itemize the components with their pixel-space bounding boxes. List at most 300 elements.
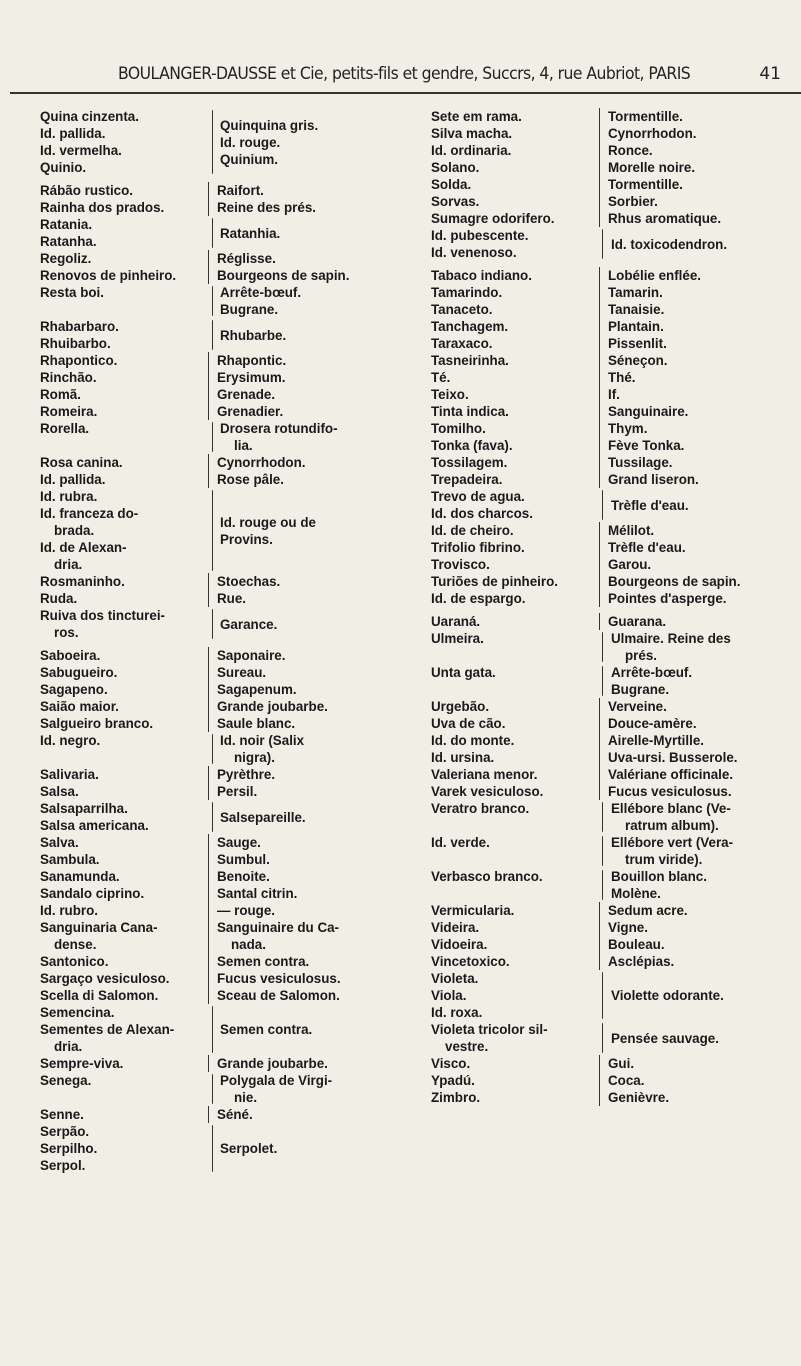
french-line: Ellébore vert (Vera-	[611, 835, 734, 850]
portuguese-term	[431, 352, 599, 369]
french-line: Id. rouge.	[220, 134, 281, 150]
french-term	[599, 664, 799, 698]
portuguese-term	[40, 732, 208, 766]
glossary-entry	[431, 1089, 799, 1106]
portuguese-term	[431, 522, 599, 539]
portuguese-line: Sambula.	[40, 852, 100, 867]
portuguese-line: Uaraná.	[431, 614, 481, 629]
portuguese-line: Ruda.	[40, 591, 78, 606]
french-line: Bugrane.	[220, 302, 279, 317]
glossary-entry	[431, 715, 799, 732]
portuguese-term	[431, 970, 599, 1021]
portuguese-term	[431, 698, 599, 715]
french-line: Thé.	[608, 370, 636, 385]
glossary-entry	[431, 386, 799, 403]
portuguese-line: Ypadú.	[431, 1073, 475, 1088]
portuguese-term	[431, 125, 599, 142]
french-line: Cynorrhodon.	[217, 455, 306, 470]
french-term	[208, 590, 375, 607]
glossary-entry	[40, 647, 375, 664]
portuguese-term	[40, 420, 208, 454]
portuguese-term	[431, 142, 599, 159]
portuguese-term	[40, 216, 208, 250]
portuguese-line: Sementes de Alexan-	[40, 1022, 175, 1037]
portuguese-term	[40, 851, 208, 868]
glossary-entry	[40, 607, 375, 641]
portuguese-line: Trepadeira.	[431, 472, 503, 487]
french-term	[208, 573, 375, 590]
french-line: Vigne.	[608, 920, 648, 935]
french-term	[599, 471, 799, 488]
french-term	[599, 437, 799, 454]
portuguese-term	[431, 301, 599, 318]
french-line: Id. rouge ou de	[220, 514, 316, 530]
french-term	[208, 732, 375, 766]
portuguese-term	[40, 488, 208, 573]
french-term	[599, 953, 799, 970]
portuguese-line: Tomilho.	[431, 421, 486, 436]
portuguese-term	[431, 630, 599, 664]
french-line: nigra).	[234, 750, 275, 765]
french-term	[599, 267, 799, 284]
portuguese-line: Salivaria.	[40, 767, 99, 782]
french-line: Mélilot.	[608, 523, 655, 538]
glossary-entry	[431, 834, 799, 868]
french-term	[208, 386, 375, 403]
french-line: Garou.	[608, 557, 652, 572]
glossary-entry	[40, 1123, 375, 1174]
portuguese-line: Visco.	[431, 1056, 471, 1071]
portuguese-term	[431, 488, 599, 522]
french-line: Lobélie enflée.	[608, 268, 702, 283]
french-term	[599, 1072, 799, 1089]
french-term	[599, 420, 799, 437]
french-term	[599, 301, 799, 318]
french-term	[208, 987, 375, 1004]
glossary-entry	[40, 970, 375, 987]
french-line: Drosera rotundifo-	[220, 421, 338, 436]
french-term	[599, 834, 799, 868]
portuguese-line: Romã.	[40, 387, 81, 402]
portuguese-line: Id. pallida.	[40, 472, 106, 487]
portuguese-line: Quinio.	[40, 160, 87, 175]
french-line: Tussilage.	[608, 455, 673, 470]
french-term	[208, 664, 375, 681]
portuguese-line: dria.	[54, 557, 83, 572]
portuguese-term	[40, 987, 208, 1004]
glossary-entry	[431, 630, 799, 664]
glossary-entry	[40, 732, 375, 766]
glossary-entry	[40, 386, 375, 403]
portuguese-line: Rorella.	[40, 421, 90, 436]
french-term	[208, 953, 375, 970]
french-line: Guarana.	[608, 614, 667, 629]
french-line: Grande joubarbe.	[217, 699, 328, 714]
french-line: trum viride).	[625, 852, 703, 867]
french-line: — rouge.	[217, 903, 276, 918]
french-term	[599, 193, 799, 210]
french-term	[599, 125, 799, 142]
french-line: Arrête-bœuf.	[611, 665, 693, 680]
portuguese-line: Violeta tricolor sil-	[431, 1022, 548, 1037]
french-term	[208, 454, 375, 471]
french-term	[599, 176, 799, 193]
french-term	[208, 1055, 375, 1072]
french-term	[599, 227, 799, 261]
portuguese-line: Violeta.	[431, 971, 479, 986]
french-term	[599, 318, 799, 335]
glossary-entry	[40, 199, 375, 216]
french-line: Bourgeons de sapin.	[608, 574, 741, 589]
portuguese-term	[40, 919, 208, 953]
glossary-entry	[40, 681, 375, 698]
portuguese-line: Turiões de pinheiro.	[431, 574, 558, 589]
french-line: Tanaisie.	[608, 302, 665, 317]
french-line: Sorbier.	[608, 194, 658, 209]
french-term	[208, 868, 375, 885]
french-term	[599, 210, 799, 227]
french-line: Asclépias.	[608, 954, 675, 969]
portuguese-line: Teixo.	[431, 387, 469, 402]
portuguese-line: Sanguinaria Cana-	[40, 920, 158, 935]
glossary-entry	[431, 868, 799, 902]
glossary-entry	[431, 352, 799, 369]
french-term	[208, 488, 375, 573]
portuguese-term	[431, 749, 599, 766]
glossary-entry	[40, 715, 375, 732]
glossary-entry	[431, 193, 799, 210]
french-line: Sureau.	[217, 665, 267, 680]
portuguese-line: Scella di Salomon.	[40, 988, 159, 1003]
glossary-entry	[40, 182, 375, 199]
french-line: ratrum album).	[625, 818, 719, 833]
portuguese-line: Id. dos charcos.	[431, 506, 533, 521]
french-line: Santal citrin.	[217, 886, 298, 901]
glossary-entry	[431, 159, 799, 176]
portuguese-line: Senne.	[40, 1107, 84, 1122]
portuguese-line: Sempre-viva.	[40, 1056, 124, 1071]
french-line: Quinium.	[220, 151, 279, 167]
french-line: Serpolet.	[220, 1141, 278, 1156]
portuguese-term	[40, 369, 208, 386]
portuguese-line: Rhapontico.	[40, 353, 118, 368]
portuguese-term	[431, 454, 599, 471]
portuguese-term	[40, 1106, 208, 1123]
glossary-entry	[431, 420, 799, 437]
french-line: If.	[608, 387, 620, 402]
glossary-entry	[431, 284, 799, 301]
portuguese-term	[40, 318, 208, 352]
glossary-entry	[431, 664, 799, 698]
portuguese-line: Saião maior.	[40, 699, 119, 714]
french-term	[599, 1089, 799, 1106]
french-line: Ratanhia.	[220, 225, 281, 241]
portuguese-term	[40, 953, 208, 970]
french-term	[208, 766, 375, 783]
portuguese-line: Quina cinzenta.	[40, 109, 139, 124]
french-term	[208, 182, 375, 199]
glossary-entry	[40, 919, 375, 953]
portuguese-line: Vermicularia.	[431, 903, 515, 918]
french-term	[599, 454, 799, 471]
glossary-entry	[431, 1055, 799, 1072]
portuguese-line: Rainha dos prados.	[40, 200, 165, 215]
portuguese-line: Resta boi.	[40, 285, 104, 300]
glossary-entry	[431, 732, 799, 749]
portuguese-line: Tonka (fava).	[431, 438, 513, 453]
header-rule	[10, 92, 801, 94]
portuguese-line: Viola.	[431, 988, 467, 1003]
portuguese-term	[431, 556, 599, 573]
portuguese-line: Ulmeira.	[431, 631, 484, 646]
glossary-entry	[431, 919, 799, 936]
portuguese-line: Verbasco branco.	[431, 869, 543, 884]
french-line: Pointes d'asperge.	[608, 591, 727, 606]
french-line: Id. noir (Salix	[220, 733, 305, 748]
french-line: Pyrèthre.	[217, 767, 276, 782]
french-line: Ulmaire. Reine des	[611, 631, 731, 646]
portuguese-term	[40, 800, 208, 834]
portuguese-term	[431, 420, 599, 437]
glossary-entry	[40, 953, 375, 970]
portuguese-term	[431, 159, 599, 176]
glossary-entry	[40, 590, 375, 607]
french-line: Benoite.	[217, 869, 270, 884]
portuguese-term	[431, 732, 599, 749]
portuguese-term	[40, 970, 208, 987]
portuguese-term	[431, 613, 599, 630]
portuguese-line: Id. franceza do-	[40, 506, 139, 521]
portuguese-term	[40, 715, 208, 732]
portuguese-line: Sumagre odorifero.	[431, 211, 555, 226]
portuguese-term	[431, 108, 599, 125]
glossary-entry	[431, 108, 799, 125]
portuguese-line: Serpol.	[40, 1158, 86, 1173]
french-line: Saponaire.	[217, 648, 286, 663]
portuguese-term	[40, 1055, 208, 1072]
portuguese-line: Renovos de pinheiro.	[40, 268, 177, 283]
french-line: Plantain.	[608, 319, 664, 334]
portuguese-line: Tasneirinha.	[431, 353, 509, 368]
french-line: Ellébore blanc (Ve-	[611, 801, 731, 816]
french-line: nada.	[231, 937, 266, 952]
french-term	[208, 1123, 375, 1174]
portuguese-line: Id. verde.	[431, 835, 490, 850]
glossary-entry	[431, 902, 799, 919]
french-term	[208, 471, 375, 488]
glossary-entry	[40, 885, 375, 902]
portuguese-term	[431, 471, 599, 488]
portuguese-line: Salva.	[40, 835, 79, 850]
portuguese-line: Salgueiro branco.	[40, 716, 154, 731]
french-line: Valériane officinale.	[608, 767, 734, 782]
portuguese-line: Unta gata.	[431, 665, 496, 680]
french-term	[599, 630, 799, 664]
portuguese-line: Tossilagem.	[431, 455, 508, 470]
portuguese-line: Zimbro.	[431, 1090, 481, 1105]
portuguese-term	[431, 1021, 599, 1055]
page-number: 41	[759, 64, 781, 84]
portuguese-line: Tinta indica.	[431, 404, 509, 419]
french-line: Pissenlit.	[608, 336, 667, 351]
french-term	[208, 420, 375, 454]
portuguese-line: Id. venenoso.	[431, 245, 517, 260]
portuguese-line: Trifolio fibrino.	[431, 540, 525, 555]
portuguese-line: Vincetoxico.	[431, 954, 510, 969]
glossary-entry	[40, 902, 375, 919]
portuguese-term	[431, 902, 599, 919]
portuguese-term	[40, 454, 208, 471]
glossary-entry	[431, 1072, 799, 1089]
portuguese-line: Tabaco indiano.	[431, 268, 532, 283]
portuguese-line: Varek vesiculoso.	[431, 784, 544, 799]
french-line: Reine des prés.	[217, 200, 316, 215]
portuguese-line: Videira.	[431, 920, 480, 935]
glossary-entry	[431, 783, 799, 800]
portuguese-line: Id. de cheiro.	[431, 523, 514, 538]
french-line: Sceau de Salomon.	[217, 988, 340, 1003]
portuguese-term	[431, 715, 599, 732]
portuguese-line: Rhabarbaro.	[40, 319, 119, 334]
portuguese-line: Id. pubescente.	[431, 228, 529, 243]
french-line: Tamarin.	[608, 285, 663, 300]
french-term	[599, 142, 799, 159]
portuguese-term	[40, 386, 208, 403]
portuguese-term	[431, 403, 599, 420]
portuguese-line: Sete em rama.	[431, 109, 522, 124]
portuguese-line: Id. rubro.	[40, 903, 99, 918]
glossary-entry	[431, 749, 799, 766]
french-term	[208, 885, 375, 902]
french-term	[599, 386, 799, 403]
portuguese-line: Urgebão.	[431, 699, 490, 714]
french-line: Bugrane.	[611, 682, 670, 697]
french-term	[599, 522, 799, 539]
portuguese-line: Id. negro.	[40, 733, 101, 748]
glossary-entry	[431, 800, 799, 834]
glossary-entry	[431, 573, 799, 590]
french-line: Sagapenum.	[217, 682, 297, 697]
french-term	[208, 681, 375, 698]
french-term	[208, 403, 375, 420]
french-line: Grenadier.	[217, 404, 284, 419]
portuguese-line: Salsa.	[40, 784, 79, 799]
french-term	[599, 335, 799, 352]
glossary-entry	[431, 267, 799, 284]
glossary-entry	[431, 176, 799, 193]
glossary-entry	[431, 369, 799, 386]
portuguese-line: Uva de cão.	[431, 716, 506, 731]
portuguese-line: Rosa canina.	[40, 455, 123, 470]
french-line: Bouleau.	[608, 937, 665, 952]
french-line: Rhubarbe.	[220, 327, 287, 343]
portuguese-term	[40, 681, 208, 698]
glossary-entry	[40, 318, 375, 352]
portuguese-line: Saboeira.	[40, 648, 101, 663]
glossary-entry	[40, 488, 375, 573]
portuguese-term	[431, 800, 599, 834]
french-line: Uva-ursi. Busserole.	[608, 750, 738, 765]
french-term	[599, 284, 799, 301]
french-term	[208, 250, 375, 267]
portuguese-line: Rhuibarbo.	[40, 336, 111, 351]
glossary-entry	[40, 403, 375, 420]
french-line: Coca.	[608, 1073, 645, 1088]
glossary-entry	[40, 868, 375, 885]
french-term	[599, 352, 799, 369]
portuguese-line: Vidoeira.	[431, 937, 488, 952]
portuguese-term	[40, 182, 208, 199]
left-column	[40, 108, 375, 1174]
glossary-entry	[431, 1021, 799, 1055]
portuguese-term	[40, 403, 208, 420]
glossary-entry	[40, 471, 375, 488]
portuguese-term	[431, 1072, 599, 1089]
french-line: Molène.	[611, 886, 661, 901]
portuguese-line: Id. roxa.	[431, 1005, 483, 1020]
portuguese-term	[431, 919, 599, 936]
portuguese-line: dria.	[54, 1039, 83, 1054]
portuguese-term	[431, 1089, 599, 1106]
glossary-entry	[40, 420, 375, 454]
french-term	[599, 936, 799, 953]
french-line: Sedum acre.	[608, 903, 688, 918]
glossary-entry	[431, 142, 799, 159]
french-line: Sumbul.	[217, 852, 270, 867]
glossary-entry	[431, 556, 799, 573]
glossary-entry	[431, 590, 799, 607]
glossary-entry	[431, 210, 799, 227]
portuguese-line: Sabugueiro.	[40, 665, 118, 680]
french-term	[208, 369, 375, 386]
glossary-entry	[40, 800, 375, 834]
french-term	[208, 851, 375, 868]
glossary-entry	[431, 698, 799, 715]
french-line: Garance.	[220, 616, 278, 632]
portuguese-term	[431, 868, 599, 902]
french-line: Stoechas.	[217, 574, 281, 589]
french-line: Bourgeons de sapin.	[217, 268, 350, 283]
french-term	[208, 783, 375, 800]
portuguese-term	[431, 335, 599, 352]
glossary-entry	[431, 318, 799, 335]
portuguese-term	[431, 369, 599, 386]
portuguese-term	[40, 868, 208, 885]
page-header	[0, 64, 801, 92]
french-line: Séné.	[217, 1107, 253, 1122]
portuguese-line: Ratanha.	[40, 234, 97, 249]
french-line: Fucus vesiculosus.	[608, 784, 732, 799]
glossary-entry	[431, 335, 799, 352]
portuguese-term	[40, 783, 208, 800]
portuguese-term	[431, 437, 599, 454]
french-line: Sanguinaire.	[608, 404, 689, 419]
portuguese-term	[40, 664, 208, 681]
portuguese-line: Semencina.	[40, 1005, 115, 1020]
portuguese-line: Veratro branco.	[431, 801, 530, 816]
french-line: Id. toxicodendron.	[611, 236, 728, 252]
french-line: Polygala de Virgi-	[220, 1073, 333, 1088]
french-term	[208, 970, 375, 987]
portuguese-line: Sorvas.	[431, 194, 480, 209]
glossary-entry	[431, 488, 799, 522]
glossary-entry	[40, 216, 375, 250]
portuguese-line: dense.	[54, 937, 97, 952]
french-line: Semen contra.	[220, 1022, 313, 1037]
portuguese-term	[40, 590, 208, 607]
running-title: BOULANGER-DAUSSE et Cie, petits-fils et gendre, Succrs, 4, rue Aubriot, PARIS	[118, 64, 691, 84]
portuguese-line: Sandalo ciprino.	[40, 886, 145, 901]
